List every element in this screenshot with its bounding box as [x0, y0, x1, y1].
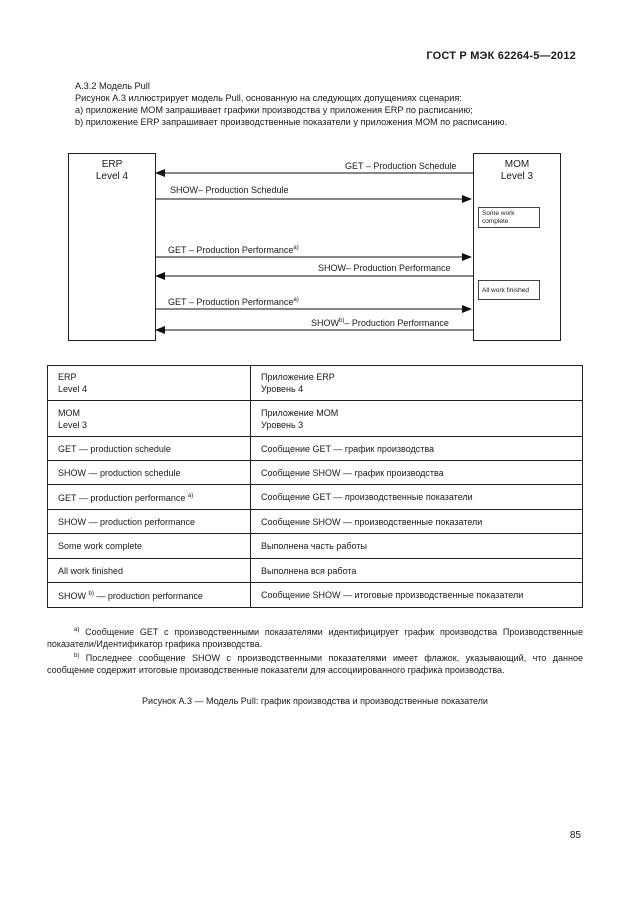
table-cell-en: All work finished [48, 559, 251, 583]
intro-line: Рисунок А.3 иллюстрирует модель Pull, основанную на следующих допущениях сценария: [75, 93, 462, 103]
table-row [48, 437, 583, 461]
table-cell-ru: Сообщение GET — производственные показатели [251, 485, 583, 510]
table-row [48, 534, 583, 559]
table-cell-ru: Выполнена вся работа [251, 559, 583, 583]
table-cell-en: GET — production schedule [48, 437, 251, 461]
msg-show-schedule: SHOW– Production Schedule [170, 185, 289, 195]
table-row [48, 461, 583, 485]
table-row [48, 485, 583, 510]
table-row [48, 401, 583, 437]
document-header: ГОСТ Р МЭК 62264-5—2012 [426, 50, 576, 62]
footnote-b: $^{b)}$ Последнее сообщение SHOW с производственными показателями имеет флажок, указывающий, что данное сообщение содержит итоговые производственные показатели для ассоциированного графика производства. [47, 653, 583, 675]
figure-caption: Рисунок А.3 — Модель Pull: график производства и производственные показатели [142, 696, 488, 706]
table-row [48, 510, 583, 534]
table-row [48, 559, 583, 583]
table-cell-ru: Сообщение SHOW — график производства [251, 461, 583, 485]
footnotes [47, 624, 583, 676]
footnote-mark: a) [187, 493, 194, 499]
erp-name: ERP [101, 159, 123, 170]
section-heading: А.3.2 Модель Pull [75, 81, 150, 91]
footnote-a: $^{a)}$ Сообщение GET с производственными показателями идентифицирует график производства Производственные показатели/Идентификатор графика производства. [47, 627, 583, 649]
table-cell-en: SHOW — production schedule [48, 461, 251, 485]
all-work-note: All work finished [478, 280, 540, 300]
table-row [48, 366, 583, 401]
table-cell-en: MOM Level 3 [48, 401, 251, 437]
footnote-mark: a) [293, 297, 299, 303]
table-cell-en: ERP Level 4 [48, 366, 251, 401]
legend-table [47, 365, 583, 608]
table-cell-ru: Выполнена часть работы [251, 534, 583, 559]
page-number: 85 [569, 830, 581, 841]
table-cell-ru: Сообщение GET — график производства [251, 437, 583, 461]
table-cell-en: GET — production performance $^{a)}$ [48, 485, 251, 510]
msg-get-performance-2: GET – Production Performance$^{a)}$ [168, 297, 299, 307]
msg-show-final-performance: SHOW$^{b)}$– Production Performance [311, 318, 449, 328]
footnote-mark: b) [88, 591, 94, 597]
mom-name: MOM [504, 159, 530, 170]
footnote-mark: a) [293, 245, 299, 251]
table-cell-en: SHOW — production performance [48, 510, 251, 534]
table-cell-en: SHOW $^{b)}$ — production performance [48, 583, 251, 608]
mom-level: Level 3 [500, 171, 534, 182]
msg-show-performance: SHOW– Production Performance [318, 263, 451, 273]
table-cell-en: Some work complete [48, 534, 251, 559]
table-cell-ru: Приложение ERP Уровень 4 [251, 366, 583, 401]
assumption-b: b) приложение ERP запрашивает производственные показатели у приложения МОМ по расписанию. [75, 117, 508, 127]
table-cell-ru: Приложение МОМ Уровень 3 [251, 401, 583, 437]
msg-get-performance-1: GET – Production Performance$^{a)}$ [168, 245, 299, 255]
table-row [48, 583, 583, 608]
message-arrows [0, 0, 630, 360]
some-work-note: Some work complete [478, 207, 540, 228]
sequence-diagram [0, 0, 630, 360]
footnote-mark: b) [339, 318, 345, 324]
msg-get-schedule: GET – Production Schedule [345, 161, 457, 171]
table-cell-ru: Сообщение SHOW — производственные показатели [251, 510, 583, 534]
table-cell-ru: Сообщение SHOW — итоговые производственные показатели [251, 583, 583, 608]
assumption-a: a) приложение МОМ запрашивает графики производства у приложения ERP по расписанию; [75, 105, 473, 115]
erp-level: Level 4 [95, 171, 129, 182]
